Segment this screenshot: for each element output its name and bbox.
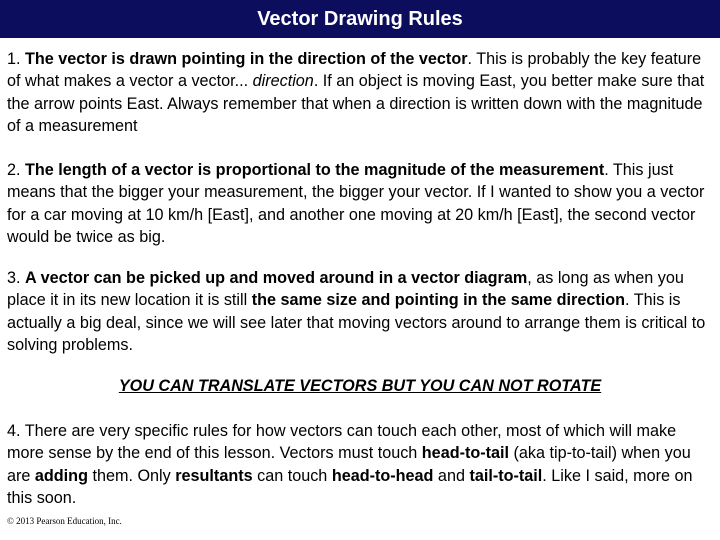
rule-4-text-e: and	[433, 466, 470, 485]
rule-2-bold: The length of a vector is proportional to the magnitude of the measurement	[25, 161, 605, 179]
rule-2-text: . This just means that the bigger your measurement, the bigger your vector. If I wanted to show you a vector for a car moving at 10 km/h [East], and another one moving at 20 km/h [East], the second vector would be twice as big.	[7, 161, 705, 247]
rule-2-paragraph	[7, 159, 713, 249]
rule-1-number: 1.	[7, 50, 25, 68]
copyright-notice: © 2013 Pearson Education, Inc.	[7, 516, 122, 526]
head-to-head-term: head-to-head	[331, 466, 434, 485]
rule-1-text-a: . This is probably the key feature of what makes a vector a vector...	[7, 50, 702, 91]
rule-1-text-b: . If an object is moving East, you better make sure that the arrow points East. Always remember that when a direction is written down with the magnitude of a measurement	[7, 72, 705, 136]
slide-title: Vector Drawing Rules	[0, 0, 720, 38]
rule-1-paragraph	[7, 48, 713, 138]
rule-3-bold-a: A vector can be picked up and moved around in a vector diagram	[25, 269, 528, 287]
rule-4-paragraph	[7, 420, 713, 510]
rule-3-number: 3.	[7, 269, 25, 287]
rule-3-paragraph	[7, 267, 713, 357]
rule-3-text-b: . This is actually a big deal, since we will see later that moving vectors around to arrange them is critical to solving problems.	[7, 291, 706, 355]
rule-2-number: 2.	[7, 161, 25, 179]
rule-1-bold: The vector is drawn pointing in the direction of the vector	[25, 50, 468, 68]
rule-3-text-a: , as long as when you place it in its new location it is still	[7, 269, 684, 310]
rule-4-text-b: (aka tip-to-tail) when you are	[7, 444, 691, 485]
rule-4-text-a: 4. There are very specific rules for how vectors can touch each other, most of which will make more sense by the end of this lesson. Vectors must touch	[7, 422, 677, 463]
rule-4-text-f: . Like I said, more on this soon.	[7, 466, 693, 508]
translate-rule-heading: YOU CAN TRANSLATE VECTORS BUT YOU CAN NOT ROTATE	[118, 377, 602, 395]
rule-4-text-c: them. Only	[87, 466, 176, 485]
rule-3-bold-b: the same size and pointing in the same direction	[251, 291, 626, 310]
rule-4-text-d: can touch	[252, 466, 332, 485]
rule-1-italic: direction	[252, 72, 314, 91]
head-to-tail-term: head-to-tail	[421, 444, 510, 463]
adding-term: adding	[34, 466, 88, 485]
tail-to-tail-term: tail-to-tail	[469, 466, 543, 485]
resultants-term: resultants	[175, 466, 253, 485]
